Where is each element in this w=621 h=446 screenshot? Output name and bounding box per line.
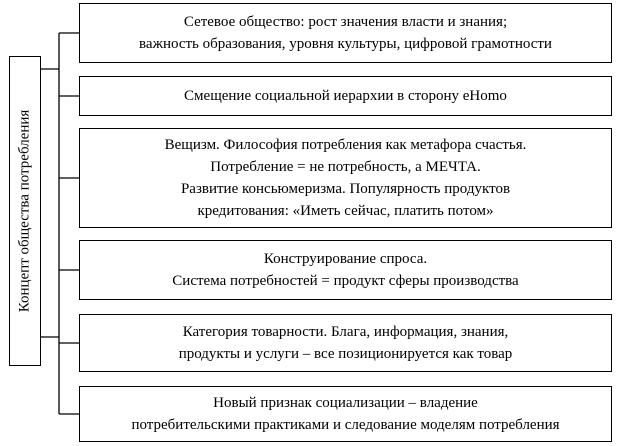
feature-text-line: кредитования: «Иметь сейчас, платить потом» bbox=[197, 203, 494, 219]
feature-text-line: продукты и услуги – все позиционируется как товар bbox=[178, 346, 513, 362]
concept-label: Концепт общества потребления bbox=[16, 109, 33, 313]
feature-box-social-hierarchy bbox=[79, 76, 612, 116]
feature-text-line: Система потребностей = продукт сферы производства bbox=[172, 273, 519, 289]
feature-box-materialism bbox=[79, 128, 612, 228]
feature-text-line: Вещизм. Философия потребления как метафора счастья. bbox=[164, 137, 527, 153]
feature-text-line: Развитие консьюмеризма. Популярность продуктов bbox=[180, 181, 511, 197]
concept-box bbox=[9, 56, 41, 366]
feature-box-network-society bbox=[79, 3, 612, 63]
feature-text-line: Сетевое общество: рост значения власти и знания; bbox=[183, 14, 508, 30]
feature-text-line: Категория товарности. Блага, информация, знания, bbox=[182, 324, 509, 340]
feature-box-socialization bbox=[79, 386, 612, 442]
feature-text-line: Конструирование спроса. bbox=[263, 251, 428, 267]
feature-text-line: Потребление = не потребность, а МЕЧТА. bbox=[210, 159, 481, 175]
feature-box-demand-construction bbox=[79, 240, 612, 300]
feature-text-line: важность образования, уровня культуры, цифровой грамотности bbox=[139, 36, 552, 52]
feature-box-commodity-category bbox=[79, 314, 612, 372]
feature-text-line: потребительскими практиками и следование моделям потребления bbox=[131, 417, 560, 433]
feature-text-line: Новый признак социализации – владение bbox=[213, 395, 478, 411]
feature-text-line: Смещение социальной иерархии в сторону eHomo bbox=[184, 88, 507, 104]
